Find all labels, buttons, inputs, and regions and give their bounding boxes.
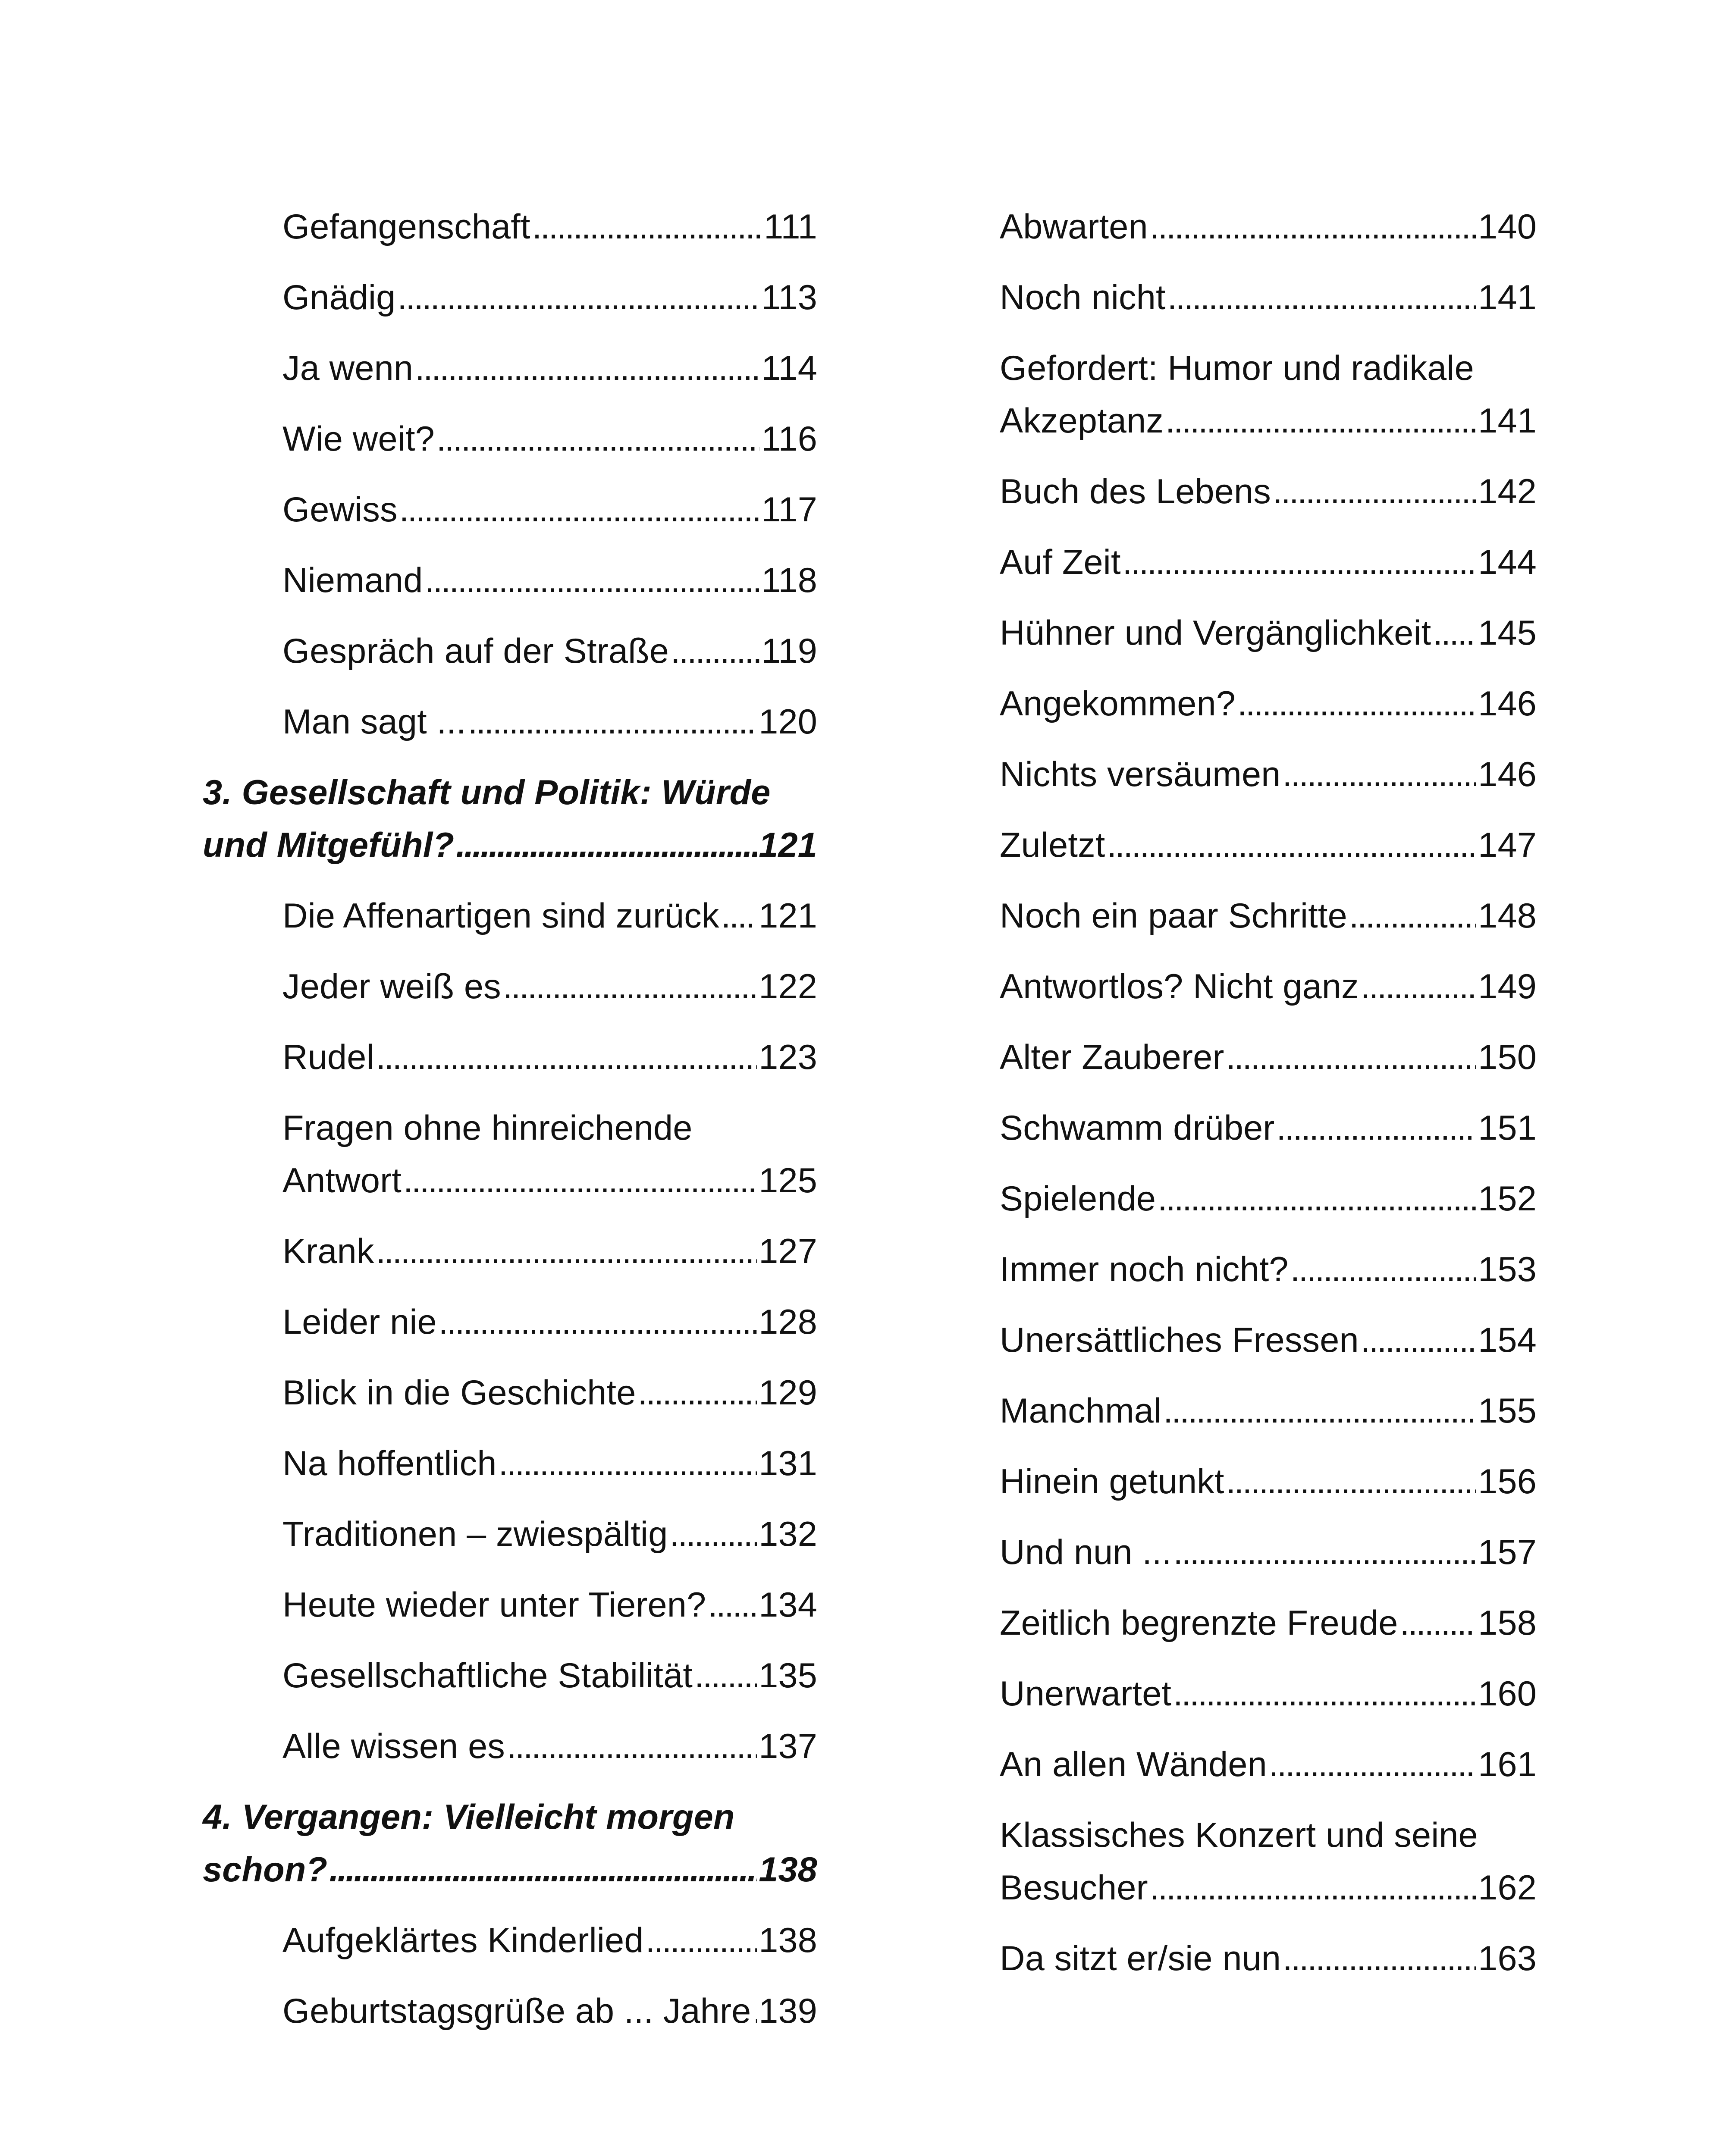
toc-page-number: 138 [759, 1850, 817, 1889]
toc-entry-title-line: 4. Vergangen: Vielleicht morgen [203, 1798, 735, 1836]
dot-leader [1277, 1102, 1477, 1154]
toc-entry [1000, 536, 1537, 589]
toc-entry [203, 342, 817, 395]
dot-leader [1107, 819, 1476, 871]
toc-page-number: 120 [759, 702, 817, 741]
toc-page-number: 132 [759, 1515, 817, 1554]
toc-page-number: 142 [1478, 472, 1537, 511]
toc-entry [203, 483, 817, 536]
toc-entry-title: Und nun ... [1000, 1533, 1172, 1572]
toc-chapter-heading [203, 1791, 817, 1896]
toc-entry-title: Noch ein paar Schritte [1000, 896, 1347, 935]
toc-entry-title-line: 3. Gesellschaft und Politik: Würde [203, 773, 771, 812]
toc-entry-title-line: Klassisches Konzert und seine [1000, 1816, 1478, 1855]
toc-entry-title: Besucher [1000, 1868, 1148, 1907]
toc-entry-title: Manchmal [1000, 1391, 1162, 1430]
toc-entry-title: Krank [282, 1232, 374, 1271]
toc-entry [1000, 1667, 1537, 1720]
toc-entry-title: Zuletzt [1000, 826, 1105, 865]
toc-entry-title-line: Fragen ohne hinreichende [282, 1109, 693, 1147]
toc-page-number: 149 [1478, 967, 1537, 1006]
dot-leader [403, 1154, 757, 1207]
toc-page-number: 155 [1478, 1391, 1537, 1430]
dot-leader [1150, 201, 1476, 253]
toc-page-number: 117 [761, 490, 817, 529]
toc-entry-line [282, 1437, 817, 1490]
toc-page-number: 122 [759, 967, 817, 1006]
toc-page-number: 147 [1478, 826, 1537, 865]
toc-entry-line [1000, 201, 1537, 253]
toc-entry [203, 1296, 817, 1348]
toc-page-number: 127 [759, 1232, 817, 1271]
toc-entry-line [282, 342, 817, 395]
toc-entry-title: Alter Zauberer [1000, 1038, 1224, 1077]
toc-entry-title: Blick in die Geschichte [282, 1373, 636, 1412]
dot-leader [1273, 465, 1476, 518]
toc-entry-title: Gnädig [282, 278, 396, 317]
toc-page-number: 145 [1478, 614, 1537, 652]
dot-leader [694, 1649, 757, 1702]
toc-entry [1000, 1526, 1537, 1579]
toc-page-number: 125 [759, 1161, 817, 1200]
toc-entry-line [282, 1649, 817, 1702]
toc-entry [203, 413, 817, 465]
toc-entry-line [1000, 1861, 1537, 1914]
toc-page-number: 162 [1478, 1868, 1537, 1907]
toc-entry-title: Ja wenn [282, 349, 414, 388]
toc-entry [203, 554, 817, 607]
toc-entry-line [282, 696, 817, 748]
toc-entry-line [282, 271, 817, 324]
toc-entry-title: Schwamm drüber [1000, 1109, 1275, 1147]
toc-entry [203, 625, 817, 677]
toc-page-number: 152 [1478, 1179, 1537, 1218]
toc-page-number: 163 [1478, 1939, 1537, 1978]
dot-leader [1269, 1738, 1476, 1791]
dot-leader [1158, 1172, 1476, 1225]
dot-leader [532, 201, 762, 253]
toc-entry-line [1000, 1314, 1537, 1366]
toc-entry-title: Alle wissen es [282, 1727, 505, 1766]
toc-page-number: 144 [1478, 543, 1537, 582]
dot-leader [399, 483, 760, 536]
toc-entry-title: Traditionen – zwiespältig [282, 1515, 668, 1554]
toc-entry-title: Zeitlich begrenzte Freude [1000, 1604, 1398, 1642]
toc-page-number: 160 [1478, 1674, 1537, 1713]
toc-entry [203, 1031, 817, 1084]
dot-leader [1283, 1932, 1476, 1985]
toc-entry [203, 1579, 817, 1631]
toc-entry [1000, 607, 1537, 659]
toc-chapter-heading [203, 766, 817, 871]
toc-page-number: 150 [1478, 1038, 1537, 1077]
toc-column-right [1000, 201, 1537, 2003]
dot-leader [1226, 1031, 1477, 1084]
dot-leader [669, 1508, 757, 1561]
toc-entry-title: schon? [203, 1850, 328, 1889]
toc-entry-title: Buch des Lebens [1000, 472, 1271, 511]
toc-entry-title: Abwarten [1000, 207, 1148, 246]
dot-leader [1173, 1667, 1476, 1720]
toc-entry-line [1000, 1667, 1537, 1720]
dot-leader [1173, 1526, 1476, 1579]
toc-page-number: 157 [1478, 1533, 1537, 1572]
toc-entry-line [282, 483, 817, 536]
toc-entry-title: Akzeptanz [1000, 401, 1164, 440]
toc-entry [1000, 1455, 1537, 1508]
toc-entry [1000, 1102, 1537, 1154]
toc-page-number: 138 [759, 1921, 817, 1960]
dot-leader [1349, 890, 1476, 942]
dot-leader [1237, 677, 1476, 730]
toc-entry-title: Spielende [1000, 1179, 1156, 1218]
toc-page-number: 134 [759, 1586, 817, 1624]
toc-entry-line [282, 1985, 817, 2037]
toc-entry [1000, 342, 1537, 447]
dot-leader [1226, 1455, 1477, 1508]
toc-entry-title: Geburtstagsgrüße ab ... Jahre [282, 1992, 751, 2031]
toc-entry-line [282, 890, 817, 942]
toc-entry-line [282, 1914, 817, 1967]
toc-entry [203, 201, 817, 253]
toc-entry-line [282, 1579, 817, 1631]
toc-entry [203, 1508, 817, 1561]
toc-entry-title: und Mitgefühl? [203, 826, 455, 865]
toc-entry-line [1000, 271, 1537, 324]
toc-page-number: 137 [759, 1727, 817, 1766]
toc-entry [1000, 677, 1537, 730]
dot-leader [507, 1720, 757, 1773]
toc-entry-title: Na hoffentlich [282, 1444, 497, 1483]
toc-entry-title: Niemand [282, 561, 423, 600]
toc-entry [203, 1102, 817, 1207]
toc-entry [1000, 1738, 1537, 1791]
toc-entry-title-line: Gefordert: Humor und radikale [1000, 349, 1474, 388]
dot-leader [1361, 960, 1476, 1013]
toc-entry-title: Da sitzt er/sie nun [1000, 1939, 1281, 1978]
toc-page-number: 141 [1478, 278, 1537, 317]
dot-leader [415, 342, 759, 395]
toc-entry-line [1000, 819, 1537, 871]
toc-entry-title: Man sagt ... [282, 702, 466, 741]
toc-entry-title: Angekommen? [1000, 684, 1236, 723]
toc-page-number: 141 [1478, 401, 1537, 440]
toc-entry-title: Hinein getunkt [1000, 1462, 1224, 1501]
toc-entry-title: Heute wieder unter Tieren? [282, 1586, 706, 1624]
toc-entry [1000, 271, 1537, 324]
toc-entry-title: An allen Wänden [1000, 1745, 1267, 1784]
dot-leader [499, 1437, 757, 1490]
toc-entry-title: Unersättliches Fressen [1000, 1321, 1359, 1360]
dot-leader [376, 1225, 757, 1278]
dot-leader [456, 819, 757, 871]
toc-page-number: 148 [1478, 896, 1537, 935]
dot-leader [425, 554, 760, 607]
dot-leader [376, 1031, 757, 1084]
toc-entry [203, 1225, 817, 1278]
toc-entry-title: Noch nicht [1000, 278, 1166, 317]
toc-entry-line [1000, 1597, 1537, 1649]
toc-entry-line [1000, 1243, 1537, 1296]
toc-page-number: 139 [759, 1992, 817, 2031]
toc-page-number: 128 [759, 1303, 817, 1341]
toc-entry-line [1000, 1526, 1537, 1579]
toc-entry-line [282, 1154, 817, 1207]
toc-entry [203, 1914, 817, 1967]
dot-leader [1163, 1385, 1476, 1437]
toc-entry-line [282, 1031, 817, 1084]
toc-entry-title: Antwortlos? Nicht ganz [1000, 967, 1359, 1006]
toc-page-number: 129 [759, 1373, 817, 1412]
toc-entry-line [203, 1843, 817, 1896]
dot-leader [503, 960, 757, 1013]
toc-entry-title: Nichts versäumen [1000, 755, 1281, 794]
toc-entry-title: Gewiss [282, 490, 398, 529]
toc-entry [1000, 1809, 1537, 1914]
dot-leader [436, 413, 759, 465]
toc-entry-line [1000, 465, 1537, 518]
toc-entry [1000, 890, 1537, 942]
dot-leader [646, 1914, 757, 1967]
toc-page-number: 123 [759, 1038, 817, 1077]
toc-entry-line [1000, 1738, 1537, 1791]
toc-entry-title: Rudel [282, 1038, 374, 1077]
dot-leader [1433, 607, 1476, 659]
toc-entry-line [282, 625, 817, 677]
toc-entry-title: Auf Zeit [1000, 543, 1121, 582]
toc-entry [1000, 960, 1537, 1013]
toc-page-number: 161 [1478, 1745, 1537, 1784]
dot-leader [753, 1985, 757, 2037]
toc-entry [203, 1649, 817, 1702]
toc-entry [203, 1437, 817, 1490]
toc-entry-title: Wie weit? [282, 420, 435, 458]
dot-leader [1400, 1597, 1477, 1649]
toc-entry-line [282, 1225, 817, 1278]
toc-entry-line [282, 201, 817, 253]
toc-entry [1000, 1172, 1537, 1225]
toc-entry-line [282, 1720, 817, 1773]
dot-leader [637, 1366, 757, 1419]
dot-leader [439, 1296, 757, 1348]
toc-entry-line [282, 413, 817, 465]
dot-leader [329, 1843, 757, 1896]
toc-entry-line [1000, 960, 1537, 1013]
toc-entry-line [282, 1366, 817, 1419]
toc-entry [1000, 1031, 1537, 1084]
toc-entry-line [1000, 607, 1537, 659]
toc-page-number: 114 [761, 349, 817, 388]
toc-entry-title: Jeder weiß es [282, 967, 501, 1006]
toc-entry [1000, 1314, 1537, 1366]
toc-column-left [203, 201, 817, 2056]
toc-entry [203, 890, 817, 942]
dot-leader [1282, 748, 1476, 801]
toc-entry-line [1000, 1102, 1537, 1154]
dot-leader [1290, 1243, 1477, 1296]
toc-entry [1000, 1932, 1537, 1985]
toc-entry-title: Immer noch nicht? [1000, 1250, 1289, 1289]
toc-entry-line [1000, 1172, 1537, 1225]
toc-page-number: 154 [1478, 1321, 1537, 1360]
toc-entry-line [1000, 1932, 1537, 1985]
toc-page-number: 121 [759, 896, 817, 935]
toc-entry-title: Unerwartet [1000, 1674, 1172, 1713]
dot-leader [468, 696, 757, 748]
toc-entry-title: Gefangenschaft [282, 207, 530, 246]
toc-entry-title: Gesellschaftliche Stabilität [282, 1656, 693, 1695]
toc-entry-line [1000, 536, 1537, 589]
toc-page-number: 146 [1478, 755, 1537, 794]
toc-entry [203, 696, 817, 748]
dot-leader [708, 1579, 757, 1631]
toc-entry-title: Die Affenartigen sind zurück [282, 896, 719, 935]
toc-entry [203, 271, 817, 324]
toc-entry-title: Leider nie [282, 1303, 437, 1341]
toc-entry [203, 1720, 817, 1773]
toc-page-number: 156 [1478, 1462, 1537, 1501]
toc-entry-title: Antwort [282, 1161, 402, 1200]
dot-leader [721, 890, 757, 942]
toc-entry-line [203, 819, 817, 871]
toc-entry-line [1000, 395, 1537, 447]
toc-entry-line [282, 1296, 817, 1348]
toc-page-number: 146 [1478, 684, 1537, 723]
toc-page-number: 119 [761, 632, 817, 671]
dot-leader [1150, 1861, 1476, 1914]
toc-page-number: 135 [759, 1656, 817, 1695]
dot-leader [1165, 395, 1476, 447]
toc-entry-line [1000, 748, 1537, 801]
toc-entry-line [1000, 1385, 1537, 1437]
toc-page-number: 118 [761, 561, 817, 600]
toc-entry-line [1000, 677, 1537, 730]
toc-entry-line [282, 1508, 817, 1561]
dot-leader [1123, 536, 1477, 589]
toc-entry-title: Gespräch auf der Straße [282, 632, 669, 671]
toc-entry [1000, 1597, 1537, 1649]
toc-entry-line [1000, 1031, 1537, 1084]
dot-leader [397, 271, 759, 324]
toc-page-number: 116 [761, 420, 817, 458]
toc-page-number: 153 [1478, 1250, 1537, 1289]
toc-page-number: 140 [1478, 207, 1537, 246]
toc-page-number: 121 [759, 826, 817, 865]
toc-entry [203, 1985, 817, 2037]
toc-page-number: 158 [1478, 1604, 1537, 1642]
toc-entry [1000, 201, 1537, 253]
toc-page-number: 111 [764, 207, 817, 246]
toc-entry-line [282, 960, 817, 1013]
toc-entry-title: Hühner und Vergänglichkeit [1000, 614, 1431, 652]
toc-entry [1000, 1243, 1537, 1296]
toc-entry [203, 1366, 817, 1419]
toc-entry-line [1000, 1455, 1537, 1508]
toc-entry [1000, 465, 1537, 518]
dot-leader [1167, 271, 1477, 324]
toc-page-number: 131 [759, 1444, 817, 1483]
toc-entry-title: Aufgeklärtes Kinderlied [282, 1921, 644, 1960]
toc-entry-line [1000, 890, 1537, 942]
toc-entry [1000, 1385, 1537, 1437]
toc-page-number: 113 [761, 278, 817, 317]
toc-entry [1000, 819, 1537, 871]
dot-leader [1361, 1314, 1477, 1366]
toc-page-number: 151 [1478, 1109, 1537, 1147]
toc-entry [203, 960, 817, 1013]
dot-leader [671, 625, 759, 677]
toc-entry-line [282, 554, 817, 607]
toc-entry [1000, 748, 1537, 801]
